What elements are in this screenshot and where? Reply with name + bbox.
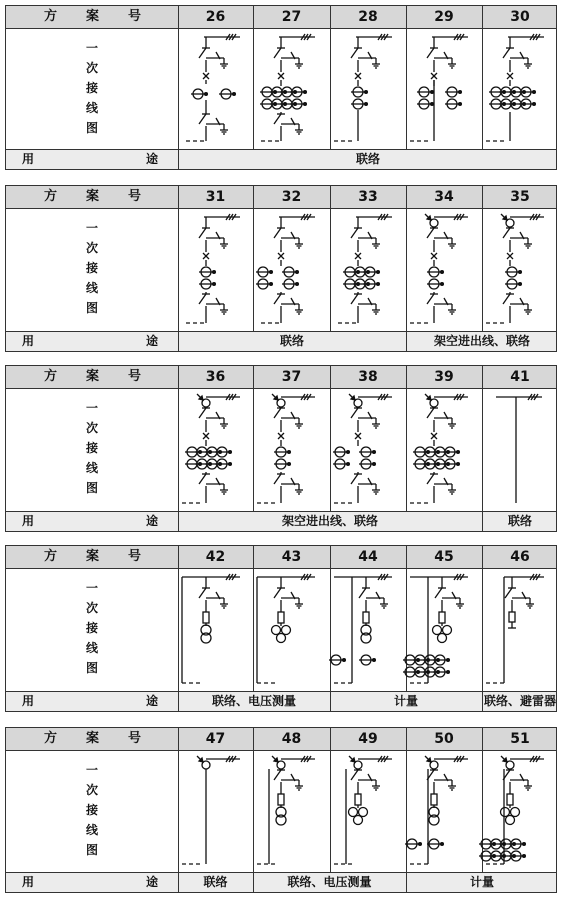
scheme-no-label-2: 案 [86, 731, 100, 746]
ct-terminal [229, 463, 232, 466]
diagram-label-char: 一 [85, 401, 98, 415]
ct-terminal [270, 283, 273, 286]
diagram-label [6, 760, 178, 860]
disconnector-blade [351, 408, 358, 418]
scheme-number: 50 [434, 731, 454, 747]
diagram-label-char: 一 [85, 763, 98, 777]
scheme-number: 28 [358, 9, 378, 25]
wiring-diagram [330, 568, 406, 692]
use-label-1: 用 [22, 875, 35, 889]
scheme-no-label-1: 方 [44, 369, 58, 384]
diagram-label-char: 线 [85, 823, 98, 837]
diagram-label-char: 接 [85, 621, 98, 635]
use-value: 计量 [393, 694, 418, 708]
scheme-no-label-3: 号 [128, 731, 142, 746]
ct-terminal [213, 283, 216, 286]
diagram-label-char: 线 [85, 101, 98, 115]
ct-terminal [373, 463, 376, 466]
wiring-diagram [406, 208, 482, 332]
wiring-diagram [330, 388, 406, 512]
diagram-label [6, 398, 178, 498]
disconnector-blade [199, 48, 206, 58]
scheme-number: 35 [510, 189, 530, 205]
ct-terminal [459, 91, 462, 94]
wiring-diagram [406, 568, 482, 692]
use-label-2: 途 [146, 875, 159, 889]
voltage-transformer [272, 626, 281, 635]
disconnector-blade [274, 114, 281, 124]
voltage-transformer [433, 626, 442, 635]
ct-terminal [347, 463, 350, 466]
wiring-diagram [406, 28, 482, 150]
ct-terminal [288, 451, 291, 454]
ct-terminal [447, 659, 450, 662]
ct-terminal [296, 271, 299, 274]
voltage-transformer [277, 634, 286, 643]
disconnector-blade [199, 294, 206, 304]
ct-terminal [441, 283, 444, 286]
wiring-diagram [178, 388, 253, 512]
diagram-label-char: 一 [85, 221, 98, 235]
disconnector-blade [199, 228, 206, 238]
disconnector-blade [274, 474, 281, 484]
disconnector-blade [199, 114, 206, 124]
ct-terminal [304, 91, 307, 94]
wiring-diagram [482, 208, 558, 332]
use-label-1: 用 [22, 152, 35, 166]
scheme-number: 29 [434, 9, 454, 25]
fuse [203, 612, 209, 623]
ct-terminal [229, 451, 232, 454]
voltage-transformer [443, 626, 452, 635]
use-value: 联络 [355, 152, 380, 166]
ct-terminal [377, 271, 380, 274]
voltage-transformer [438, 634, 447, 643]
ct-terminal [347, 451, 350, 454]
fuse [507, 794, 513, 805]
use-value: 联络 [203, 875, 228, 889]
wiring-diagram [406, 750, 482, 873]
use-label-2: 途 [146, 334, 159, 348]
scheme-number: 48 [281, 731, 302, 747]
scheme-no-label-2: 案 [86, 549, 100, 564]
scheme-number: 38 [358, 369, 378, 385]
scheme-no-label-1: 方 [44, 189, 58, 204]
disconnector-blade [503, 294, 510, 304]
disconnector-blade [274, 408, 281, 418]
scheme-no-label-3: 号 [128, 9, 142, 24]
scheme-number: 37 [281, 369, 302, 385]
wiring-diagram [482, 750, 558, 873]
scheme-number: 30 [510, 9, 530, 25]
wiring-diagram [253, 208, 330, 332]
ct-terminal [213, 271, 216, 274]
disconnector-blade [351, 474, 358, 484]
voltage-transformer [354, 816, 363, 825]
use-value: 联络、避雷器 [483, 694, 556, 708]
disconnector-blade [503, 228, 510, 238]
disconnector-blade [359, 588, 366, 598]
diagram-label-char: 图 [85, 661, 98, 675]
voltage-transformer [359, 808, 368, 817]
disconnector-blade [427, 474, 434, 484]
scheme-no-label-1: 方 [44, 549, 58, 564]
ct-terminal [365, 91, 368, 94]
use-value: 联络 [279, 334, 304, 348]
diagram-label-char: 图 [85, 121, 98, 135]
ct-terminal [365, 103, 368, 106]
ct-terminal [288, 463, 291, 466]
diagram-label-char: 次 [85, 783, 98, 797]
disconnector-blade [427, 408, 434, 418]
ct-terminal [431, 91, 434, 94]
disconnector-blade [427, 48, 434, 58]
fuse [431, 794, 437, 805]
ct-terminal [533, 91, 536, 94]
ct-terminal [296, 283, 299, 286]
ct-terminal [457, 451, 460, 454]
scheme-number: 43 [281, 549, 302, 565]
diagram-label-char: 接 [85, 261, 98, 275]
scheme-block [5, 5, 557, 170]
ct-terminal [233, 93, 236, 96]
disconnector-blade [351, 228, 358, 238]
wiring-diagram [253, 750, 330, 873]
wiring-diagram [330, 28, 406, 150]
scheme-number: 31 [205, 189, 226, 205]
diagram-label-char: 图 [85, 481, 98, 495]
disconnector-blade [199, 588, 206, 598]
use-label-1: 用 [22, 514, 35, 528]
ct-terminal [270, 271, 273, 274]
voltage-transformer [511, 808, 520, 817]
wiring-diagram [178, 568, 253, 692]
disconnector-blade [199, 408, 206, 418]
ct-terminal [523, 843, 526, 846]
scheme-block [5, 185, 557, 352]
diagram-label-char: 次 [85, 241, 98, 255]
scheme-block [5, 727, 557, 893]
diagram-label-char: 接 [85, 441, 98, 455]
ct-terminal [377, 283, 380, 286]
disconnector-blade [435, 588, 442, 598]
fuse [355, 794, 361, 805]
fuse [439, 612, 445, 623]
diagram-label-char: 次 [85, 601, 98, 615]
diagram-label-char: 接 [85, 81, 98, 95]
use-value: 架空进出线、联络 [281, 514, 378, 528]
diagram-label-char: 接 [85, 803, 98, 817]
wiring-diagram [482, 568, 558, 692]
ct-terminal [447, 671, 450, 674]
scheme-no-label-1: 方 [44, 9, 58, 24]
ct-terminal [343, 659, 346, 662]
scheme-no-label-1: 方 [44, 731, 58, 746]
scheme-no-label-3: 号 [128, 549, 142, 564]
scheme-number: 45 [434, 549, 454, 565]
use-label-2: 途 [146, 694, 159, 708]
scheme-number: 39 [434, 369, 454, 385]
ct-terminal [533, 103, 536, 106]
diagram-label-char: 次 [85, 61, 98, 75]
disconnector-blade [274, 588, 281, 598]
ct-terminal [205, 93, 208, 96]
disconnector-blade [427, 228, 434, 238]
diagram-label [6, 218, 178, 318]
diagram-label-char: 一 [85, 581, 98, 595]
scheme-no-label-3: 号 [128, 369, 142, 384]
surge-arrester [509, 612, 515, 622]
voltage-transformer [282, 626, 291, 635]
use-value: 架空进出线、联络 [433, 334, 530, 348]
ct-terminal [519, 271, 522, 274]
scheme-number: 44 [358, 549, 378, 565]
fuse [363, 612, 369, 623]
ct-terminal [441, 843, 444, 846]
disconnector-blade [505, 588, 512, 598]
scheme-number: 49 [358, 731, 378, 747]
ct-terminal [457, 463, 460, 466]
diagram-label [6, 38, 178, 138]
fuse [278, 794, 284, 805]
scheme-number: 32 [281, 189, 302, 205]
diagram-label-char: 线 [85, 461, 98, 475]
wiring-diagram [253, 28, 330, 150]
use-value: 联络 [507, 514, 532, 528]
ct-terminal [523, 855, 526, 858]
wiring-diagram [253, 568, 330, 692]
use-label-2: 途 [146, 152, 159, 166]
diagram-label [6, 578, 178, 678]
scheme-number: 33 [358, 189, 378, 205]
disconnector-blade [274, 770, 281, 780]
ct-terminal [419, 843, 422, 846]
scheme-no-label-2: 案 [86, 369, 100, 384]
use-label-2: 途 [146, 514, 159, 528]
wiring-diagram [330, 208, 406, 332]
ct-terminal [373, 659, 376, 662]
disconnector-blade [351, 770, 358, 780]
wiring-diagram [253, 388, 330, 512]
disconnector-blade [351, 294, 358, 304]
diagram-label-char: 一 [85, 41, 98, 55]
ct-terminal [519, 283, 522, 286]
wiring-diagram [178, 28, 253, 150]
fuse [278, 612, 284, 623]
scheme-number: 46 [510, 549, 530, 565]
disconnector-blade [274, 48, 281, 58]
wiring-diagram [178, 208, 253, 332]
scheme-no-label-2: 案 [86, 9, 100, 24]
diagram-label-char: 图 [85, 301, 98, 315]
voltage-transformer [501, 808, 510, 817]
voltage-transformer [506, 816, 515, 825]
wiring-diagram [482, 388, 558, 512]
scheme-number: 36 [205, 369, 226, 385]
disconnector-blade [351, 48, 358, 58]
voltage-transformer [349, 808, 358, 817]
use-value: 联络、电压测量 [287, 875, 372, 889]
scheme-number: 51 [510, 731, 530, 747]
disconnector-blade [274, 294, 281, 304]
wiring-diagram [330, 750, 406, 873]
disconnector-blade [199, 474, 206, 484]
diagram-label-char: 次 [85, 421, 98, 435]
diagram-label-char: 线 [85, 641, 98, 655]
wiring-diagram [406, 388, 482, 512]
ct-terminal [304, 103, 307, 106]
scheme-number: 34 [434, 189, 454, 205]
wiring-diagram [482, 28, 558, 150]
use-label-1: 用 [22, 694, 35, 708]
wiring-diagram [178, 750, 253, 873]
scheme-no-label-2: 案 [86, 189, 100, 204]
use-value: 计量 [469, 875, 494, 889]
ct-terminal [431, 103, 434, 106]
disconnector-blade [503, 48, 510, 58]
ct-terminal [441, 271, 444, 274]
disconnector-blade [427, 294, 434, 304]
scheme-number: 41 [510, 369, 530, 385]
scheme-number: 47 [205, 731, 226, 747]
scheme-block [5, 365, 557, 532]
diagram-label-char: 线 [85, 281, 98, 295]
ct-terminal [459, 103, 462, 106]
scheme-block [5, 545, 557, 712]
ct-terminal [373, 451, 376, 454]
scheme-no-label-3: 号 [128, 189, 142, 204]
scheme-number: 27 [281, 9, 302, 25]
use-label-1: 用 [22, 334, 35, 348]
scheme-number: 26 [205, 9, 226, 25]
scheme-number: 42 [205, 549, 226, 565]
disconnector-blade [274, 228, 281, 238]
diagram-label-char: 图 [85, 843, 98, 857]
use-value: 联络、电压测量 [211, 694, 296, 708]
